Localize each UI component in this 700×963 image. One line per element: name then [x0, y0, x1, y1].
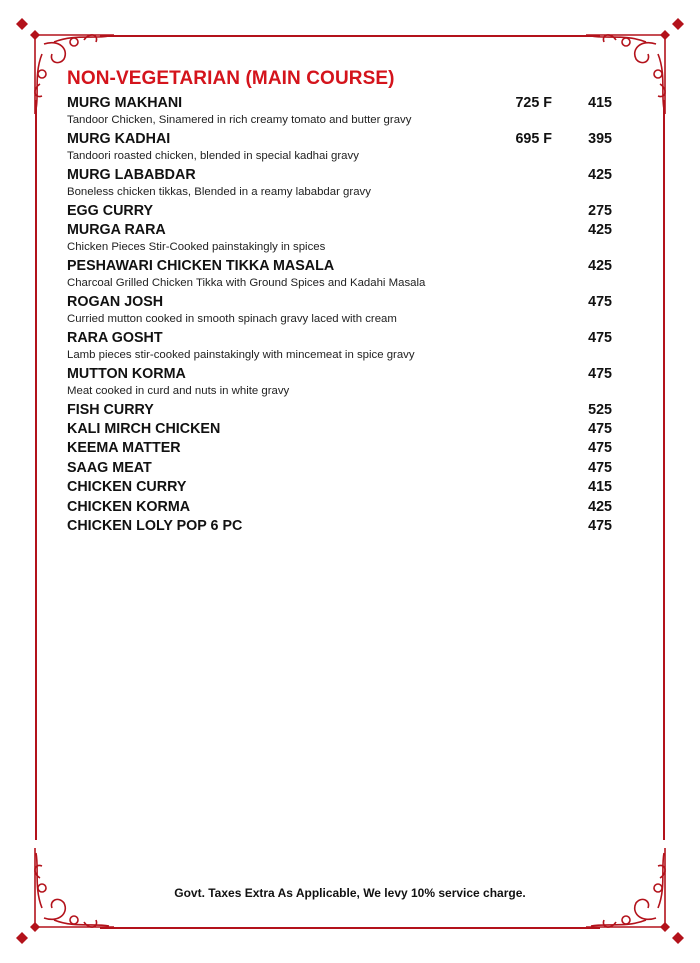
item-description: Meat cooked in curd and nuts in white gravy — [67, 385, 290, 397]
item-price: 425 — [588, 258, 612, 274]
menu-item — [67, 518, 612, 536]
item-price-full: 695 F — [515, 131, 552, 147]
item-description: Tandoor Chicken, Sinamered in rich creamy tomato and butter gravy — [67, 114, 412, 126]
border-bottom-line — [100, 927, 600, 929]
item-name: FISH CURRY — [67, 402, 154, 418]
item-price: 475 — [588, 294, 612, 310]
item-name: MURG LABABDAR — [67, 167, 196, 183]
menu-item — [67, 366, 612, 384]
menu-item — [67, 421, 612, 439]
item-price: 275 — [588, 203, 612, 219]
item-name: KEEMA MATTER — [67, 440, 181, 456]
menu-item — [67, 95, 612, 113]
item-price: 475 — [588, 366, 612, 382]
item-name: CHICKEN KORMA — [67, 499, 191, 515]
item-description: Charcoal Grilled Chicken Tikka with Ground Spices and Kadahi Masala — [67, 277, 426, 289]
item-price: 395 — [588, 131, 612, 147]
item-price: 475 — [588, 421, 612, 437]
item-name: ROGAN JOSH — [67, 294, 164, 310]
item-name: MURG KADHAI — [67, 131, 171, 147]
menu-item — [67, 131, 612, 149]
menu-item — [67, 222, 612, 240]
footer-note: Govt. Taxes Extra As Applicable, We levy 10% service charge. — [174, 886, 526, 900]
menu-item — [67, 479, 612, 497]
item-name: MURGA RARA — [67, 222, 166, 238]
item-name: CHICKEN LOLY POP 6 PC — [67, 518, 243, 534]
item-price: 475 — [588, 330, 612, 346]
menu-item — [67, 167, 612, 185]
item-description: Chicken Pieces Stir-Cooked painstakingly in spices — [67, 241, 326, 253]
item-description: Boneless chicken tikkas, Blended in a reamy lababdar gravy — [67, 186, 371, 198]
item-price: 425 — [588, 222, 612, 238]
menu-item — [67, 294, 612, 312]
item-name: RARA GOSHT — [67, 330, 163, 346]
item-description: Curried mutton cooked in smooth spinach gravy laced with cream — [67, 313, 397, 325]
item-price: 415 — [588, 95, 612, 111]
item-price: 425 — [588, 499, 612, 515]
menu-item — [67, 402, 612, 420]
item-name: CHICKEN CURRY — [67, 479, 187, 495]
item-name: EGG CURRY — [67, 203, 154, 219]
item-name: SAAG MEAT — [67, 460, 152, 476]
item-price: 475 — [588, 460, 612, 476]
menu-item — [67, 258, 612, 276]
border-top-line — [100, 35, 600, 37]
item-price: 425 — [588, 167, 612, 183]
border-right-line — [663, 100, 665, 840]
item-description: Tandoori roasted chicken, blended in special kadhai gravy — [67, 150, 359, 162]
item-price: 525 — [588, 402, 612, 418]
item-price: 475 — [588, 518, 612, 534]
border-left-line — [35, 100, 37, 840]
section-title: NON-VEGETARIAN (MAIN COURSE) — [67, 68, 395, 89]
menu-item — [67, 460, 612, 478]
item-price: 415 — [588, 479, 612, 495]
item-name: MURG MAKHANI — [67, 95, 183, 111]
menu-item — [67, 330, 612, 348]
item-name: PESHAWARI CHICKEN TIKKA MASALA — [67, 258, 335, 274]
item-description: Lamb pieces stir-cooked painstakingly with mincemeat in spice gravy — [67, 349, 415, 361]
item-price: 475 — [588, 440, 612, 456]
item-name: KALI MIRCH CHICKEN — [67, 421, 221, 437]
menu-item — [67, 203, 612, 221]
menu-item — [67, 499, 612, 517]
item-price-full: 725 F — [515, 95, 552, 111]
item-name: MUTTON KORMA — [67, 366, 186, 382]
menu-item — [67, 440, 612, 458]
